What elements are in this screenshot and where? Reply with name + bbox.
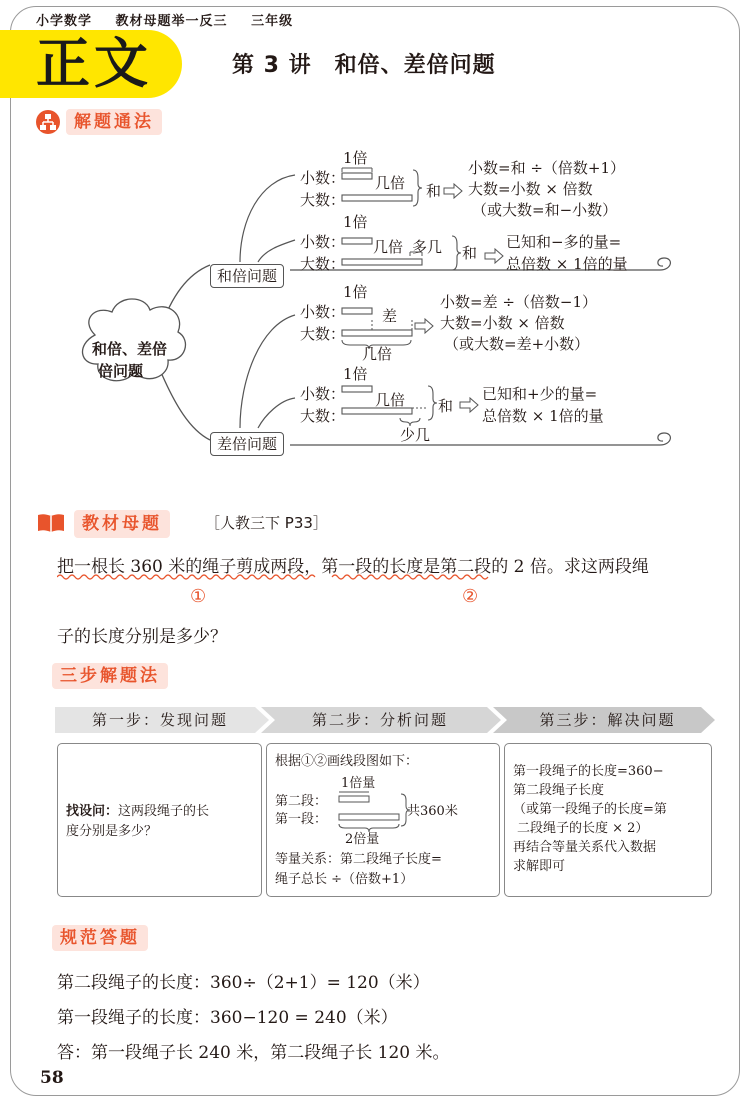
three-steps-title: 三步解题法 [52, 663, 168, 689]
marker-2: ② [462, 586, 479, 607]
label-sum: 和 [426, 182, 442, 200]
label-one-times: 1倍 [343, 213, 368, 231]
step-3-label: 第三步：解决问题 [539, 711, 676, 729]
segment-intro: 根据①②画线段图如下： [275, 754, 419, 769]
lecture-title: 第 3 讲 和倍、差倍问题 [232, 53, 496, 78]
mindmap-center-line2: 倍问题 [98, 362, 144, 380]
formula-small-sum: 小数=和 ÷（倍数+1） [468, 159, 626, 177]
answer-title: 规范答题 [52, 925, 148, 951]
label-more: 多几 [412, 238, 443, 256]
label-small: 小数： [300, 233, 346, 251]
label-sum: 和 [462, 244, 478, 262]
mindmap-center-line1: 和倍、差倍 [92, 340, 168, 358]
formula-diff-less-1: 已知和+少的量= [482, 385, 598, 403]
label-difference: 差 [382, 307, 398, 325]
book-icon [36, 512, 66, 534]
label-one-times: 1倍 [343, 365, 368, 383]
answer-line-1: 第二段绳子的长度：360÷（2+1）= 120（米） [57, 973, 430, 993]
second-segment-label: 第二段： [275, 794, 328, 809]
solve-line-3: （或第一段绳子的长度=第 [513, 802, 667, 817]
grade-label: 三年级 [251, 14, 294, 29]
step-2-box [266, 743, 500, 897]
formula-sum-more-1: 已知和−多的量= [506, 233, 622, 251]
formula-big-alt: （或大数=和−小数） [472, 201, 618, 219]
label-one-times: 1倍 [343, 283, 368, 301]
label-small: 小数： [300, 385, 346, 403]
label-several-times: 几倍 [375, 391, 406, 409]
running-header [36, 10, 311, 29]
find-question-label: 找设问： [66, 804, 119, 819]
problem-line-2: 子的长度分别是多少？ [57, 627, 227, 647]
total-length-label: 共360米 [407, 804, 458, 819]
label-one-times: 1倍 [343, 149, 368, 167]
equality-relation-1: 等量关系：第二段绳子长度= [275, 852, 442, 867]
marker-1: ① [190, 586, 207, 607]
label-several-times: 几倍 [362, 345, 393, 363]
solve-line-5: 再结合等量关系代入数据 [513, 840, 657, 855]
flowchart-icon [36, 110, 60, 134]
two-times-label: 2倍量 [345, 832, 380, 847]
main-text-tag: 正文 [0, 30, 182, 98]
problem-text: 把一根长 360 米的绳子剪成两段，第一段的长度是第二段的 2 倍。求这两段绳 [57, 557, 649, 577]
label-sum: 和 [438, 397, 454, 415]
first-segment-label: 第一段： [275, 812, 328, 827]
find-question-text-2: 度分别是多少？ [66, 824, 158, 839]
solve-line-1: 第一段绳子的长度=360− [513, 764, 664, 779]
label-big: 大数： [300, 191, 346, 209]
answer-line-3: 答：第一段绳子长 240 米，第二段绳子长 120 米。 [57, 1043, 450, 1063]
formula-diff-small: 小数=差 ÷（倍数−1） [440, 293, 598, 311]
section-method-title: 解题通法 [66, 109, 162, 135]
label-big: 大数： [300, 325, 346, 343]
label-big: 大数： [300, 407, 346, 425]
page-number: 58 [40, 1068, 64, 1088]
formula-diff-alt: （或大数=差+小数） [444, 335, 590, 353]
find-question-text: 这两段绳子的长 [118, 804, 210, 819]
solve-line-6: 求解即可 [513, 859, 566, 874]
step-3-box [504, 743, 712, 897]
step-1-label: 第一步：发现问题 [91, 711, 228, 729]
branch-sum-multiple: 和倍问题 [210, 264, 284, 288]
label-small: 小数： [300, 169, 346, 187]
subject-label: 小学数学 [36, 14, 93, 29]
label-small: 小数： [300, 303, 346, 321]
formula-big-times: 大数=小数 × 倍数 [468, 180, 593, 198]
one-times-label: 1倍量 [341, 776, 376, 791]
label-several-times: 几倍 [373, 238, 404, 256]
solve-line-2: 第二段绳子长度 [513, 783, 605, 798]
step-1-box [57, 743, 262, 897]
label-several-times: 几倍 [375, 174, 406, 192]
textbook-source: ［人教三下 P33］ [205, 514, 328, 532]
answer-line-2: 第一段绳子的长度：360−120 = 240（米） [57, 1008, 398, 1028]
wavy-underlines [57, 573, 697, 581]
formula-diff-less-2: 总倍数 × 1倍的量 [482, 407, 604, 425]
solve-line-4: 二段绳子的长度 × 2） [517, 821, 649, 836]
formula-diff-big: 大数=小数 × 倍数 [440, 314, 565, 332]
label-big: 大数： [300, 255, 346, 273]
label-less: 少几 [400, 426, 431, 444]
textbook-title: 教材母题 [74, 510, 170, 538]
formula-sum-more-2: 总倍数 × 1倍的量 [506, 255, 628, 273]
branch-diff-multiple: 差倍问题 [210, 432, 284, 456]
equality-relation-2: 绳子总长 ÷（倍数+1） [275, 872, 414, 887]
series-label: 教材母题举一反三 [115, 14, 228, 29]
step-2-label: 第二步：分析问题 [311, 711, 448, 729]
segment-diagram [267, 744, 499, 894]
